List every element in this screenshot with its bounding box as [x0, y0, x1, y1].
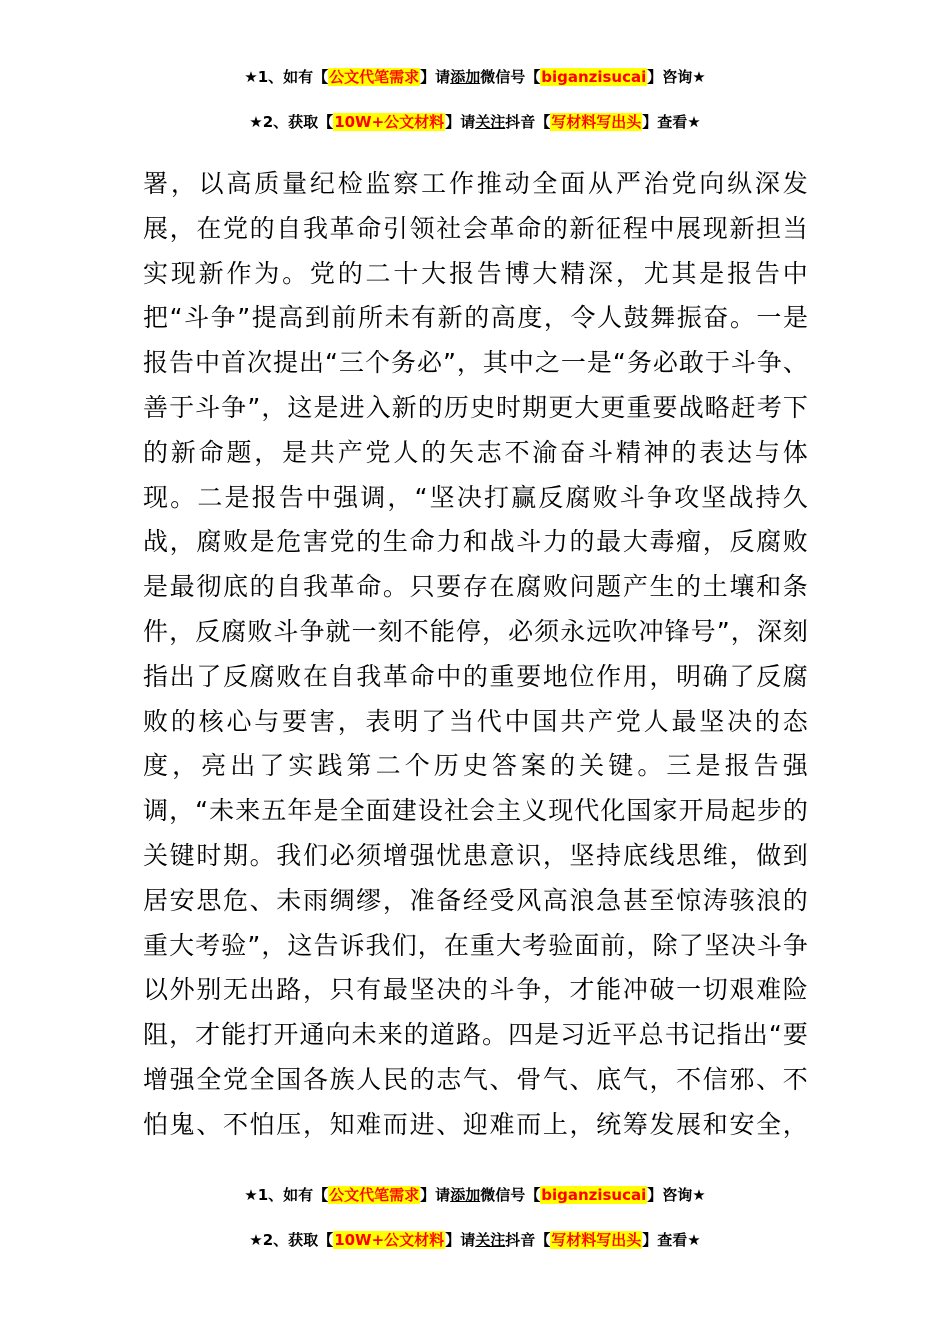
underlined-follow: 关注 [475, 1231, 506, 1249]
body-line: 指 出 了 反 腐 败 在 自 我 革 命 中 的 重 要 地 位 作 用 ， 明 确 了 反 腐 [143, 661, 808, 691]
underlined-add: 添加 [450, 1186, 481, 1204]
body-line: 居 安 思 危 、 未 雨 绸 缪 ， 准 备 经 受 风 高 浪 急 甚 至 惊 涛 骇 浪 的 [143, 885, 808, 915]
banner-text: 】咨询★ [647, 1186, 706, 1204]
underlined-add: 添加 [450, 68, 481, 86]
banner-text: 】请 [445, 1231, 476, 1249]
body-line: 展 ， 在 党 的 自 我 革 命 引 领 社 会 革 命 的 新 征 程 中 展 现 新 担 当 [143, 213, 808, 243]
body-line: 的 新 命 题 ， 是 共 产 党 人 的 矢 志 不 渝 奋 斗 精 神 的 表 达 与 体 [143, 437, 808, 467]
banner-text: 】查看★ [642, 113, 701, 131]
banner-text: 】咨询★ [647, 68, 706, 86]
banner-text: 】请 [420, 68, 451, 86]
banner-line-1 [0, 66, 950, 88]
banner-text: 微信号【 [480, 68, 541, 86]
underlined-follow: 关注 [475, 113, 506, 131]
body-line: 增 强 全 党 全 国 各 族 人 民 的 志 气 、 骨 气 、 底 气 ， 不 信 邪 、 不 [143, 1064, 808, 1094]
body-line: 是 最 彻 底 的 自 我 革 命 。 只 要 存 在 腐 败 问 题 产 生 的 土 壤 和 条 [143, 572, 808, 602]
body-line: 把 “ 斗 争 ” 提 高 到 前 所 未 有 新 的 高 度 ， 令 人 鼓 舞 振 奋 。 一 是 [143, 303, 808, 333]
highlight-wechat-id: biganzisucai [541, 1186, 647, 1204]
banner-text: 微信号【 [480, 1186, 541, 1204]
banner-text: ★2、获取【 [249, 113, 334, 131]
body-line: 实 现 新 作 为 。 党 的 二 十 大 报 告 博 大 精 深 ， 尤 其 是 报 告 中 [143, 258, 808, 288]
body-line: 重 大 考 验 ” ， 这 告 诉 我 们 ， 在 重 大 考 验 面 前 ， 除 了 坚 决 斗 争 [143, 930, 808, 960]
banner-text: 抖音【 [505, 113, 551, 131]
body-line: 报 告 中 首 次 提 出 “ 三 个 务 必 ” ， 其 中 之 一 是 “ 务 必 敢 于 斗 争 、 [143, 348, 808, 378]
body-line: 现 。 二 是 报 告 中 强 调 ， “ 坚 决 打 赢 反 腐 败 斗 争 攻 坚 战 持 久 [143, 482, 808, 512]
body-line: 善 于 斗 争 ” ， 这 是 进 入 新 的 历 史 时 期 更 大 更 重 要 战 略 赶 考 下 [143, 392, 808, 422]
banner-text: 】请 [420, 1186, 451, 1204]
highlight-materials: 10W+公文材料 [334, 113, 445, 131]
banner-line-2 [0, 1229, 950, 1251]
header-banner [0, 66, 950, 156]
body-line: 怕 鬼 、 不 怕 压 ， 知 难 而 进 、 迎 难 而 上 ， 统 筹 发 展 和 安 全 ， [143, 1109, 808, 1139]
banner-text: 抖音【 [505, 1231, 551, 1249]
body-line: 败 的 核 心 与 要 害 ， 表 明 了 当 代 中 国 共 产 党 人 最 坚 决 的 态 [143, 706, 808, 736]
body-line: 署 ， 以 高 质 量 纪 检 监 察 工 作 推 动 全 面 从 严 治 党 向 纵 深 发 [143, 169, 808, 198]
body-line: 阻 ， 才 能 打 开 通 向 未 来 的 道 路 。 四 是 习 近 平 总 书 记 指 出 “ 要 [143, 1020, 808, 1050]
footer-banner [0, 1184, 950, 1274]
banner-line-1 [0, 1184, 950, 1206]
banner-text: 】请 [445, 113, 476, 131]
highlight-wechat-id: biganzisucai [541, 68, 647, 86]
banner-text: ★1、如有【 [244, 68, 329, 86]
highlight-douyin-account: 写材料写出头 [551, 113, 642, 131]
body-line: 调 ， “ 未 来 五 年 是 全 面 建 设 社 会 主 义 现 代 化 国 家 开 局 起 步 的 [143, 796, 808, 826]
highlight-ghostwriting: 公文代笔需求 [329, 68, 420, 86]
banner-text: ★2、获取【 [249, 1231, 334, 1249]
highlight-douyin-account: 写材料写出头 [551, 1231, 642, 1249]
body-line: 件 ， 反 腐 败 斗 争 就 一 刻 不 能 停 ， 必 须 永 远 吹 冲 锋 号 ” ， 深 刻 [143, 616, 808, 646]
banner-text: 】查看★ [642, 1231, 701, 1249]
highlight-ghostwriting: 公文代笔需求 [329, 1186, 420, 1204]
highlight-materials: 10W+公文材料 [334, 1231, 445, 1249]
banner-text: ★1、如有【 [244, 1186, 329, 1204]
body-line: 战 ， 腐 败 是 危 害 党 的 生 命 力 和 战 斗 力 的 最 大 毒 瘤 ， 反 腐 败 [143, 527, 808, 557]
body-line: 度 ， 亮 出 了 实 践 第 二 个 历 史 答 案 的 关 键 。 三 是 报 告 强 [143, 751, 808, 781]
body-line: 以 外 别 无 出 路 ， 只 有 最 坚 决 的 斗 争 ， 才 能 冲 破 一 切 艰 难 险 [143, 975, 808, 1005]
banner-line-2 [0, 111, 950, 133]
body-line: 关 键 时 期 。 我 们 必 须 增 强 忧 患 意 识 ， 坚 持 底 线 思 维 ， 做 到 [143, 840, 808, 870]
document-body [143, 162, 808, 1148]
